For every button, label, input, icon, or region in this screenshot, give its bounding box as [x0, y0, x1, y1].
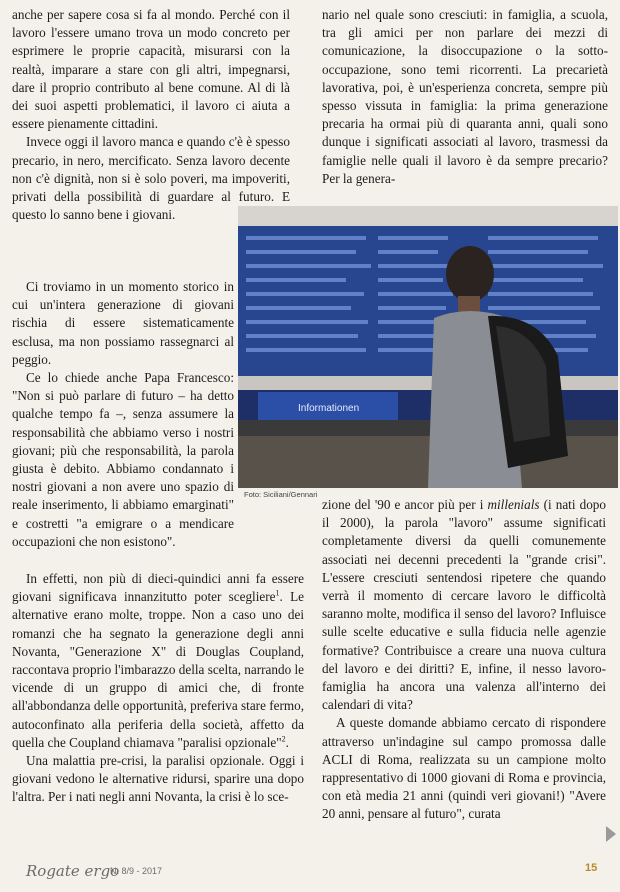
paragraph: Ce lo chiede anche Papa Francesco: "Non si può parlare di futuro – ha detto qualche tempo fa –, senza assumere la responsabilità che abbiamo verso i nostri giovani; più che responsabilità, la parola giusta è debito. Abbiamo condannato i nostri giovani a non avere uno spazio di reale inserimento, li abbiamo emarginati" e costretti "a emigrare o a mendicare occupazioni che non esistono". — [12, 370, 234, 549]
paragraph: anche per sapere cosa si fa al mondo. Perché con il lavoro l'essere umano trova un modo concreto per esprimere le proprie capacità, misurarsi con la realtà, imparare a stare con gli altri, impegnarsi, dare il proprio contributo al bene comune. Al di là dei suoi aspetti problematici, il lavoro ci aiuta a essere pienamente cittadini. — [12, 7, 290, 132]
footnote-ref: 2 — [281, 734, 286, 744]
continue-arrow-icon — [606, 826, 616, 842]
paragraph: A queste domande abbiamo cercato di rispondere attraverso un'indagine sul campo promossa dalle ACLI di Roma, realizzata su un campione molto rappresentativo di 1000 giovani di Roma e provincia, con età media 21 anni (quindi veri giovani!) "Avere 20 anni, pensare al futuro", curata — [322, 715, 606, 822]
information-sign: Informationen — [298, 403, 360, 414]
text-run: zione del '90 e ancor più per i — [322, 497, 488, 512]
departure-board-illustration — [238, 206, 618, 488]
emphasis: millenials — [487, 497, 540, 512]
magazine-logo: Rogate ergo — [26, 862, 120, 880]
issue-number: N. 8/9 - 2017 — [110, 866, 163, 876]
paragraph — [12, 570, 304, 752]
paragraph: nario nel quale sono cresciuti: in famiglia, a scuola, tra gli amici per non parlare dei mezzi di comunicazione, la disoccupazione o la sotto-occupazione, sono temi ricorrenti. La precarietà lavorativa, poi, è un'esperienza concreta, sempre più spesso vissuta in famiglia: la prima generazione precaria ha ormai più di quaranta anni, quali sono dunque i significati associati al lavoro, trasmessi da famiglie nelle quali il lavoro è da sempre precario? Per la genera- — [322, 7, 608, 186]
right-column-bottom — [322, 496, 606, 824]
photo-caption: Foto: Siciliani/Gennari — [244, 490, 318, 499]
paragraph: Ci troviamo in un momento storico in cui un'intera generazione di giovani rischia di essere sistematicamente esclusa, ma non possiamo rassegnarci al peggio. — [12, 279, 234, 367]
paragraph: Una malattia pre-crisi, la paralisi opzionale. Oggi i giovani vedono le alternative ridursi, sparire una dopo l'altra. Per i nati negli anni Novanta, la crisi è lo sce- — [12, 753, 304, 805]
article-photo — [238, 206, 618, 488]
text-run: . — [285, 734, 289, 750]
left-column-beside-photo — [12, 278, 234, 551]
right-column-top — [322, 6, 608, 188]
paragraph — [322, 496, 606, 714]
paragraph: Invece oggi il lavoro manca e quando c'è è spesso precario, in nero, mercificato. Senza lavoro decente non c'è dignità, non si è solo poveri, ma impoveriti, privati della possibilità di guardare al futuro. E questo lo sanno bene i giovani. — [12, 134, 290, 223]
text-run: (i nati dopo il 2000), la parola "lavoro" assume significati completamente diversi da quelli comunemente associati nei decenni precedenti la "grande crisi". L'essere cresciuti sentendosi ripetere che quando verrà il momento di cercare lavoro le difficoltà saranno molte, modifica il senso del lavoro? Influisce sulle scelte educative e sulla fiducia nelle agenzie formative? Contribuisce a creare una nuova cultura del lavoro e dei diritti? E, infine, il nesso lavoro-famiglia ha ancora una valenza all'interno dei calendari di vita? — [322, 497, 606, 713]
text-run: . Le alternative erano molte, troppe. Non a caso uno dei romanzi che ha segnato la generazione degli anni Novanta, "Generazione X" di Douglas Coupland, raccontava proprio l'imbarazzo della scelta, narrando le vicende di un gruppo di amici che, di fronte all'abbondanza delle opportunità, preferiva stare fermo, autoconfinato alla periferia della società, affetto da quella che Coupland chiamava "paralisi opzionale" — [12, 589, 305, 750]
left-column-top — [12, 6, 290, 224]
left-column-bottom — [12, 570, 304, 807]
footnote-ref: 1 — [275, 588, 280, 598]
text-run: In effetti, non più di dieci-quindici anni fa essere giovani significava innanzitutto poter scegliere — [12, 571, 304, 605]
page-number: 15 — [585, 862, 598, 874]
